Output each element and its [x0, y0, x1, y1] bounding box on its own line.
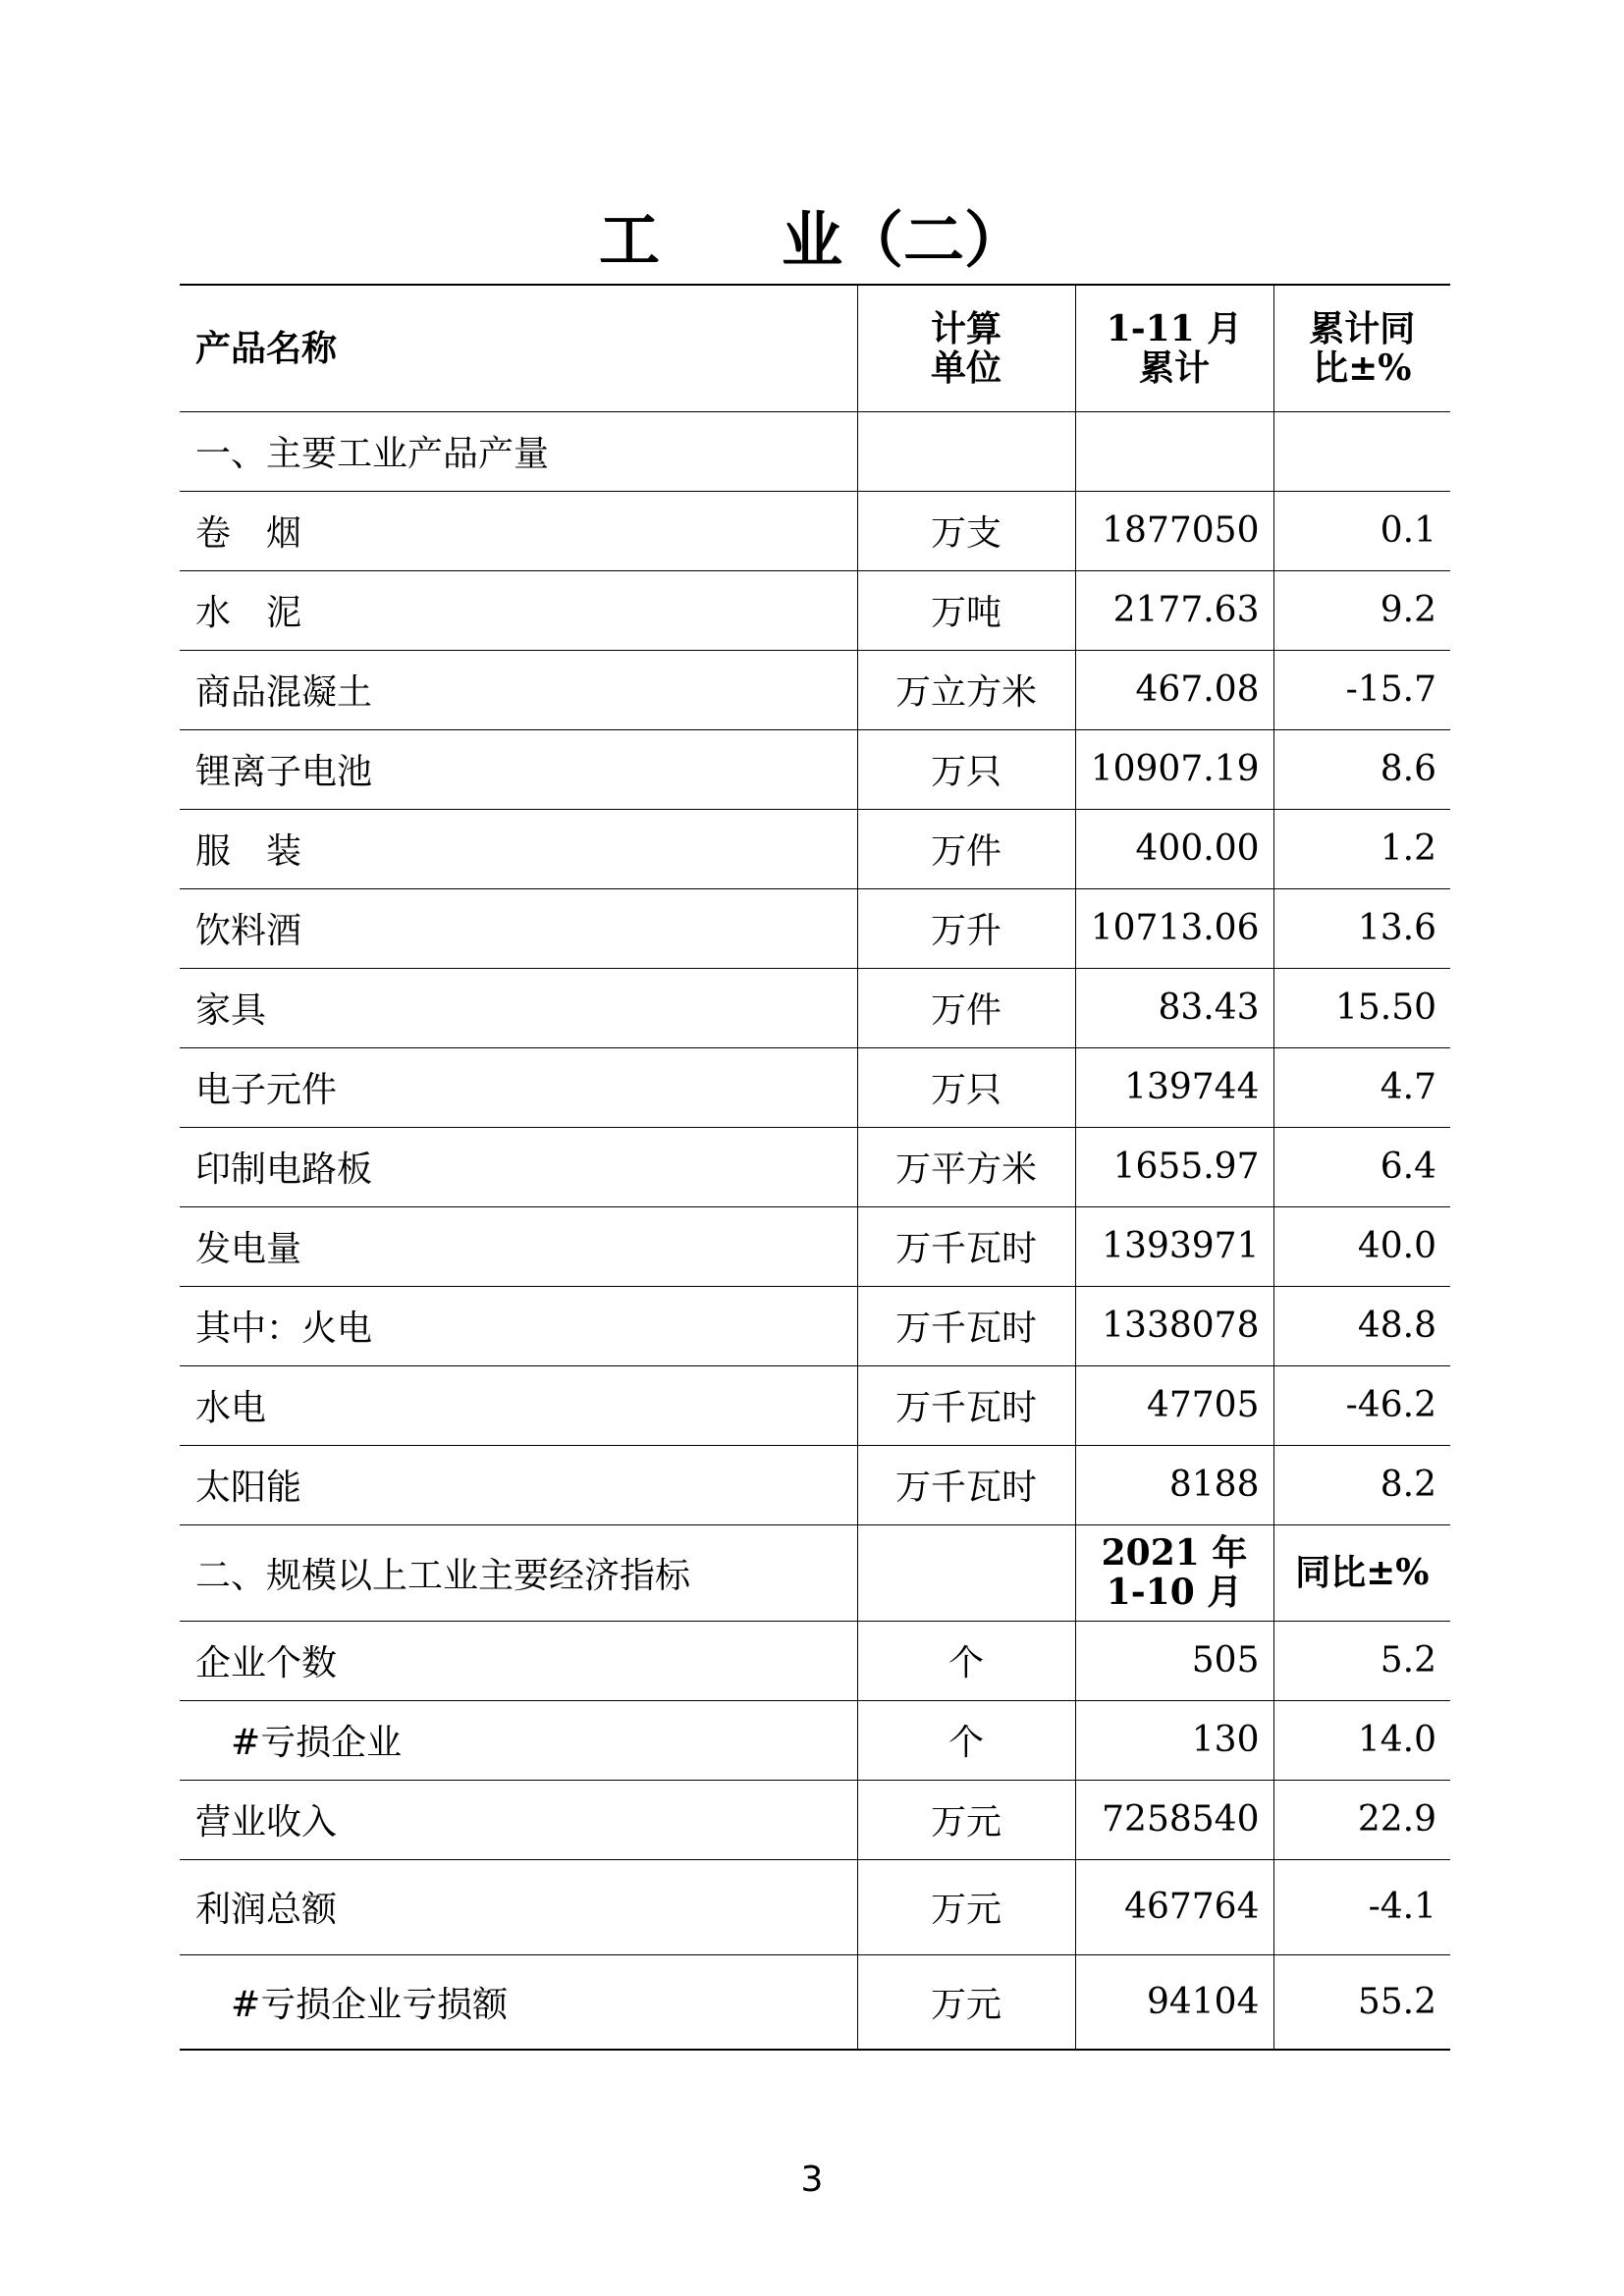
- product-pct: -46.2: [1273, 1365, 1450, 1445]
- product-unit: 万升: [857, 888, 1075, 968]
- product-value: 1393971: [1075, 1206, 1273, 1286]
- section2-row: [180, 1524, 1450, 1621]
- indicator-unit: 个: [857, 1621, 1075, 1700]
- section2-pct-header: 同比±%: [1273, 1524, 1450, 1621]
- product-pct: 6.4: [1273, 1127, 1450, 1206]
- header-product-name: 产品名称: [180, 285, 857, 411]
- indicator-value: 94104: [1075, 1954, 1273, 2050]
- indicator-name: #亏损企业亏损额: [180, 1954, 857, 2050]
- section2-value-header: [1075, 1524, 1273, 1621]
- product-pct: 15.50: [1273, 968, 1450, 1047]
- product-value: 1338078: [1075, 1286, 1273, 1365]
- product-unit: 万千瓦时: [857, 1365, 1075, 1445]
- product-pct: -15.7: [1273, 650, 1450, 729]
- product-pct: 0.1: [1273, 491, 1450, 570]
- product-pct: 8.2: [1273, 1445, 1450, 1524]
- product-name: 水 泥: [180, 570, 857, 650]
- product-unit: 万平方米: [857, 1127, 1075, 1206]
- product-value: 1877050: [1075, 491, 1273, 570]
- product-name: 电子元件: [180, 1047, 857, 1127]
- section1-pct: [1273, 411, 1450, 491]
- indicator-pct: 55.2: [1273, 1954, 1450, 2050]
- table-row: [180, 809, 1450, 888]
- indicator-name: #亏损企业: [180, 1700, 857, 1780]
- table-header-row: [180, 285, 1450, 411]
- product-pct: 9.2: [1273, 570, 1450, 650]
- indicator-unit: 万元: [857, 1780, 1075, 1859]
- table-row: [180, 1621, 1450, 1700]
- table-row: [180, 1286, 1450, 1365]
- product-name: 卷 烟: [180, 491, 857, 570]
- section2-label: 二、规模以上工业主要经济指标: [180, 1524, 857, 1621]
- indicator-unit: 万元: [857, 1954, 1075, 2050]
- table-row: [180, 968, 1450, 1047]
- indicator-value: 130: [1075, 1700, 1273, 1780]
- table-row: [180, 650, 1450, 729]
- indicator-name: 企业个数: [180, 1621, 857, 1700]
- product-pct: 8.6: [1273, 729, 1450, 809]
- product-unit: 万件: [857, 809, 1075, 888]
- product-unit: 万只: [857, 1047, 1075, 1127]
- product-value: 10713.06: [1075, 888, 1273, 968]
- header-pct: [1273, 285, 1450, 411]
- header-pct-line2: 比±%: [1313, 347, 1412, 389]
- product-name: 印制电路板: [180, 1127, 857, 1206]
- product-name: 太阳能: [180, 1445, 857, 1524]
- table-row: [180, 729, 1450, 809]
- product-value: 83.43: [1075, 968, 1273, 1047]
- header-unit-line2: 单位: [930, 347, 1001, 389]
- product-name: 饮料酒: [180, 888, 857, 968]
- indicator-unit: 个: [857, 1700, 1075, 1780]
- product-name: 发电量: [180, 1206, 857, 1286]
- indicator-value: 505: [1075, 1621, 1273, 1700]
- industry-table: [180, 284, 1450, 2051]
- product-unit: 万千瓦时: [857, 1206, 1075, 1286]
- product-pct: 40.0: [1273, 1206, 1450, 1286]
- indicator-name: 营业收入: [180, 1780, 857, 1859]
- product-value: 2177.63: [1075, 570, 1273, 650]
- product-name: 其中：火电: [180, 1286, 857, 1365]
- table-row: [180, 1047, 1450, 1127]
- product-unit: 万件: [857, 968, 1075, 1047]
- section2-value-line1: 2021 年: [1101, 1532, 1248, 1574]
- product-value: 139744: [1075, 1047, 1273, 1127]
- indicator-unit: 万元: [857, 1859, 1075, 1954]
- table-row: [180, 1859, 1450, 1954]
- product-value: 10907.19: [1075, 729, 1273, 809]
- product-unit: 万只: [857, 729, 1075, 809]
- product-value: 400.00: [1075, 809, 1273, 888]
- product-name: 水电: [180, 1365, 857, 1445]
- header-pct-line1: 累计同: [1309, 307, 1416, 349]
- section1-value: [1075, 411, 1273, 491]
- indicator-pct: 14.0: [1273, 1700, 1450, 1780]
- table-row: [180, 1206, 1450, 1286]
- table-row: [180, 491, 1450, 570]
- product-unit: 万千瓦时: [857, 1445, 1075, 1524]
- indicator-pct: -4.1: [1273, 1859, 1450, 1954]
- section1-row: [180, 411, 1450, 491]
- section2-unit: [857, 1524, 1075, 1621]
- header-value: [1075, 285, 1273, 411]
- indicator-name: 利润总额: [180, 1859, 857, 1954]
- table-row: [180, 1780, 1450, 1859]
- section1-unit: [857, 411, 1075, 491]
- product-name: 锂离子电池: [180, 729, 857, 809]
- product-name: 服 装: [180, 809, 857, 888]
- header-unit: [857, 285, 1075, 411]
- product-unit: 万吨: [857, 570, 1075, 650]
- product-value: 47705: [1075, 1365, 1273, 1445]
- product-pct: 13.6: [1273, 888, 1450, 968]
- product-pct: 48.8: [1273, 1286, 1450, 1365]
- table-row: [180, 1700, 1450, 1780]
- header-value-line2: 累计: [1138, 347, 1210, 389]
- table-row: [180, 888, 1450, 968]
- table-row: [180, 1365, 1450, 1445]
- product-unit: 万立方米: [857, 650, 1075, 729]
- indicator-value: 7258540: [1075, 1780, 1273, 1859]
- product-value: 8188: [1075, 1445, 1273, 1524]
- product-value: 1655.97: [1075, 1127, 1273, 1206]
- product-name: 家具: [180, 968, 857, 1047]
- table-row: [180, 570, 1450, 650]
- header-unit-line1: 计算: [930, 307, 1001, 349]
- indicator-pct: 5.2: [1273, 1621, 1450, 1700]
- indicator-pct: 22.9: [1273, 1780, 1450, 1859]
- table-row: [180, 1127, 1450, 1206]
- section2-value-line2: 1-10 月: [1106, 1572, 1243, 1613]
- product-unit: 万支: [857, 491, 1075, 570]
- section1-label: 一、主要工业产品产量: [180, 411, 857, 491]
- product-value: 467.08: [1075, 650, 1273, 729]
- table-row: [180, 1445, 1450, 1524]
- page-title: 工 业（二）: [598, 204, 1025, 276]
- page-number: 3: [800, 2160, 824, 2200]
- product-unit: 万千瓦时: [857, 1286, 1075, 1365]
- table-row: [180, 1954, 1450, 2050]
- product-pct: 4.7: [1273, 1047, 1450, 1127]
- indicator-value: 467764: [1075, 1859, 1273, 1954]
- product-pct: 1.2: [1273, 809, 1450, 888]
- header-value-line1: 1-11 月: [1106, 307, 1243, 349]
- product-name: 商品混凝土: [180, 650, 857, 729]
